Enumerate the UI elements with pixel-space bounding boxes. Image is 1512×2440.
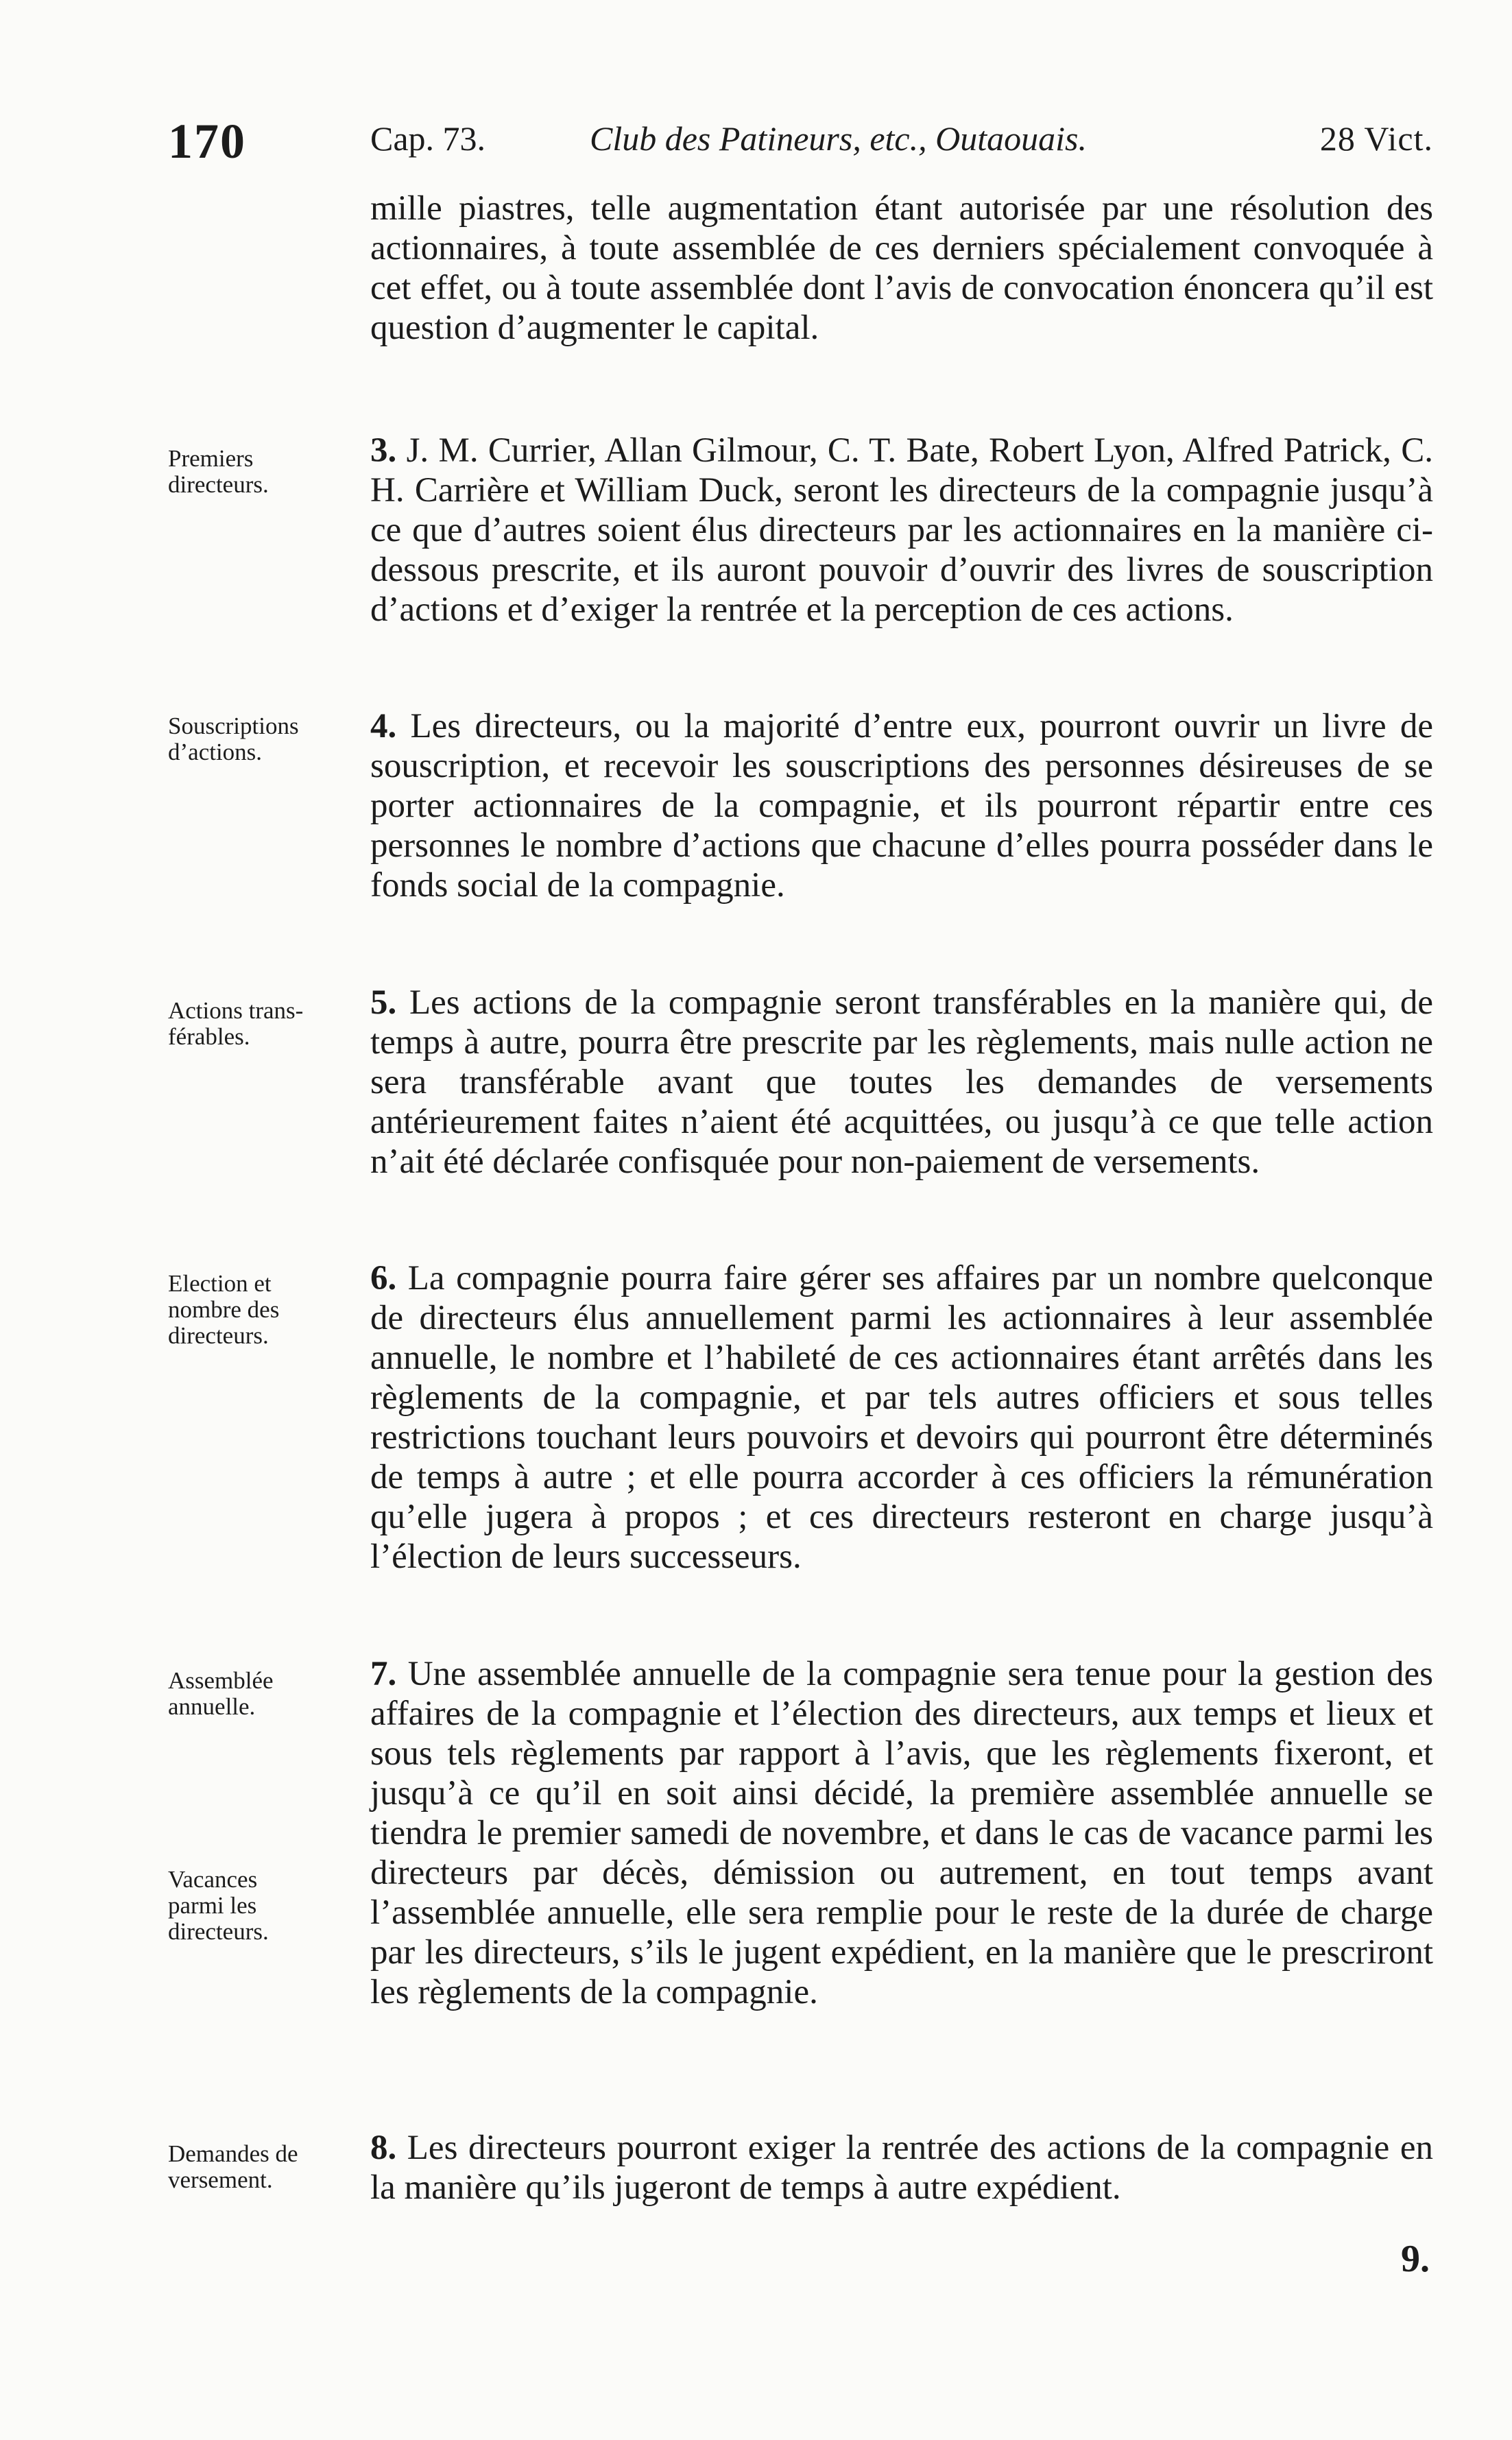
marginal-note-line: Election et [168, 1270, 272, 1297]
marginal-note-assemblee-annuelle [168, 1668, 353, 1720]
section-text: J. M. Currier, Allan Gilmour, C. T. Bate, Robert Lyon, Alfred Patrick, C. H. Carrière et William Duck, seront les directeurs de la compagnie jusqu’à ce que d’autres soient élus directeurs par les actionnaires en la manière ci-dessous prescrite, et ils auront pouvoir d’ouvrir des livres de souscription d’actions et d’exiger la rentrée et la perception de ces actions. [370, 431, 1433, 629]
marginal-note-line: nombre des [168, 1296, 280, 1323]
section-8 [370, 2128, 1433, 2208]
marginal-note-line: férables. [168, 1023, 250, 1050]
section-number: 8. [370, 2129, 397, 2167]
marginal-note-premiers-directeurs [168, 446, 353, 498]
continuation-text: mille piastres, telle augmentation étant autorisée par une résolution des actionnaires, à toute assemblée de ces derniers spécialement convoquée à cet effet, ou à toute assemblée dont l’avis de convocation énoncera qu’il est question d’augmenter le capital. [370, 189, 1433, 347]
chapter-number: Cap. 73. [370, 119, 486, 158]
section-text: La compagnie pourra faire gérer ses affaires par un nombre quelconque de directeurs élus annuellement parmi les actionnaires à leur assemblée annuelle, le nombre et l’habileté de ces actionnaires étant arrêtés dans les règlements de la compagnie, et par tels autres officiers et sous telles restrictions touchant leurs pouvoirs et devoirs qui pourront être déterminés de temps à autre ; et elle pourra accorder à ces officiers la rémunération qu’elle jugera à propos ; et ces directeurs resteront en charge jusqu’à l’élection de leurs successeurs. [370, 1259, 1433, 1576]
section-text: Les directeurs, ou la majorité d’entre eux, pourront ouvrir un livre de souscription, et recevoir les souscriptions des personnes désireuses de se porter actionnaires de la compagnie, et ils pourront répartir entre ces personnes le nombre d’actions que chacune d’elles pourra posséder dans le fonds social de la compagnie. [370, 707, 1433, 905]
section-number: 3. [370, 431, 397, 470]
continuation-paragraph [370, 189, 1433, 348]
marginal-note-election-directeurs [168, 1271, 353, 1349]
section-number: 6. [370, 1259, 397, 1297]
marginal-note-souscriptions [168, 713, 353, 765]
section-text: Les directeurs pourront exiger la rentrée des actions de la compagnie en la manière qu’ils jugeront de temps à autre expédient. [370, 2129, 1433, 2207]
marginal-note-line: directeurs. [168, 1322, 269, 1349]
regnal-year: 28 Vict. [1319, 119, 1433, 158]
section-text: Les actions de la compagnie seront transférables en la manière qui, de temps à autre, pourra être prescrite par les règlements, mais nulle action ne sera transférable avant que toutes les demandes de versements antérieurement faites n’aient été acquittées, ou jusqu’à ce que telle action n’ait été déclarée confisquée pour non-paiement de versements. [370, 983, 1433, 1181]
marginal-note-line: directeurs. [168, 1918, 269, 1945]
marginal-note-line: Demandes de [168, 2140, 298, 2167]
marginal-note-actions-transferables [168, 998, 353, 1050]
marginal-note-line: versement. [168, 2166, 273, 2193]
section-text: Une assemblée annuelle de la compagnie sera tenue pour la gestion des affaires de la compagnie et l’élection des directeurs, aux temps et lieux et sous tels règlements par rapport à l’avis, que les règlements fixeront, et jusqu’à ce qu’il en soit ainsi décidé, la première assemblée annuelle se tiendra le premier samedi de novembre, et dans le cas de vacance parmi les directeurs par décès, démission ou autrement, en tout temps avant l’assemblée annuelle, elle sera remplie pour le reste de la durée de charge par les directeurs, s’ils le jugent expédient, en la manière que le prescriront les règlements de la compagnie. [370, 1655, 1433, 2011]
marginal-note-line: parmi les [168, 1892, 257, 1919]
marginal-note-line: Souscriptions [168, 713, 299, 739]
section-number: 7. [370, 1655, 397, 1693]
marginal-note-line: Vacances [168, 1866, 258, 1893]
running-title: Club des Patineurs, etc., Outaouais. [590, 119, 1087, 158]
section-7 [370, 1654, 1433, 2012]
page-number: 170 [168, 114, 246, 169]
marginal-note-line: directeurs. [168, 471, 269, 498]
marginal-note-vacances-directeurs [168, 1867, 353, 1945]
marginal-note-line: annuelle. [168, 1693, 256, 1720]
section-3 [370, 431, 1433, 630]
marginal-note-line: Assemblée [168, 1667, 274, 1694]
marginal-note-line: d’actions. [168, 739, 263, 765]
running-header [168, 113, 1433, 168]
section-5 [370, 983, 1433, 1182]
marginal-note-demandes-versement [168, 2141, 353, 2193]
catchword: 9. [1401, 2238, 1430, 2280]
section-number: 4. [370, 707, 397, 745]
section-number: 5. [370, 983, 397, 1022]
section-6 [370, 1258, 1433, 1577]
section-4 [370, 706, 1433, 905]
marginal-note-line: Premiers [168, 445, 254, 472]
marginal-note-line: Actions trans- [168, 997, 304, 1024]
